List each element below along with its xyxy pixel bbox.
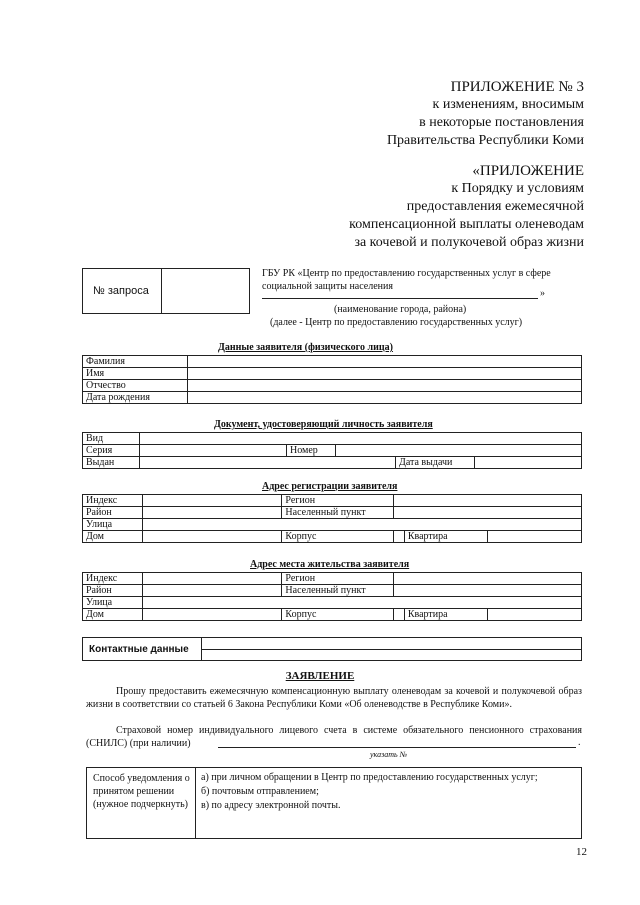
contacts-box: [82, 637, 582, 661]
request-number-label: № запроса: [93, 285, 149, 297]
birthdate-field[interactable]: [188, 392, 582, 404]
issue-date-field[interactable]: [475, 457, 582, 469]
residence-address-title: Адрес места жительства заявителя: [250, 559, 410, 570]
surname-label: Фамилия: [83, 356, 188, 368]
statement-paragraph: Прошу предоставить ежемесячную компенсационную выплату оленеводам за кочевой и полукочевой образ жизни в соответствии со статьей 6 Закона Республики Коми «Об оленеводстве в Республике Коми».: [86, 686, 582, 710]
snils-text: Страховой номер индивидуального лицевого счета в системе обязательного пенсионного страхования (СНИЛС) (при наличии): [86, 725, 582, 749]
issued-by-label: Выдан: [83, 457, 140, 469]
registration-address-title: Адрес регистрации заявителя: [262, 481, 398, 492]
reg-building-field[interactable]: [394, 531, 405, 543]
res-apartment-field[interactable]: [487, 609, 581, 621]
res-building-label: Корпус: [282, 609, 394, 621]
applicant-table: [82, 355, 582, 404]
res-index-label: Индекс: [83, 573, 143, 585]
reg-house-field[interactable]: [142, 531, 282, 543]
header-line: Правительства Республики Коми: [386, 133, 584, 148]
patronymic-label: Отчество: [83, 380, 188, 392]
reg-locality-label: Населенный пункт: [282, 507, 394, 519]
appendix-title: ПРИЛОЖЕНИЕ № 3: [450, 79, 584, 95]
notification-box: [86, 767, 582, 839]
res-locality-field[interactable]: [394, 585, 582, 597]
organization-name: ГБУ РК «Центр по предоставлению государственных услуг в сфере: [262, 268, 551, 279]
identity-section-title: Документ, удостоверяющий личность заявителя: [214, 419, 433, 430]
reg-house-label: Дом: [83, 531, 143, 543]
city-district-hint: (наименование города, района): [334, 304, 467, 315]
reg-apartment-field[interactable]: [487, 531, 581, 543]
birthdate-label: Дата рождения: [83, 392, 188, 404]
name-label: Имя: [83, 368, 188, 380]
header-line: к изменениям, вносимым: [432, 97, 584, 112]
res-region-label: Регион: [282, 573, 394, 585]
reg-building-label: Корпус: [282, 531, 394, 543]
reg-street-field[interactable]: [142, 519, 581, 531]
registration-address-table: [82, 494, 582, 543]
statement-title: ЗАЯВЛЕНИЕ: [285, 670, 355, 682]
reg-district-field[interactable]: [142, 507, 282, 519]
res-street-field[interactable]: [142, 597, 581, 609]
appendix-subtitle: «ПРИЛОЖЕНИЕ: [472, 163, 584, 179]
notify-option-mail[interactable]: б) почтовым отправлением;: [201, 786, 319, 797]
header-line: предоставления ежемесячной: [406, 199, 584, 214]
contacts-label: Контактные данные: [89, 644, 189, 655]
res-locality-label: Населенный пункт: [282, 585, 394, 597]
contacts-field-1[interactable]: [202, 638, 581, 650]
snils-end-dot: .: [578, 737, 581, 748]
identity-table: [82, 432, 582, 469]
doc-type-label: Вид: [83, 433, 140, 445]
applicant-section-title: Данные заявителя (физического лица): [218, 342, 393, 353]
snils-field[interactable]: [218, 747, 576, 748]
header-line: компенсационной выплаты оленеводам: [349, 217, 584, 232]
res-district-label: Район: [83, 585, 143, 597]
series-label: Серия: [83, 445, 140, 457]
reg-index-field[interactable]: [142, 495, 282, 507]
res-index-field[interactable]: [142, 573, 282, 585]
res-house-field[interactable]: [142, 609, 282, 621]
residence-address-table: [82, 572, 582, 621]
reg-apartment-label: Квартира: [404, 531, 487, 543]
header-line: к Порядку и условиям: [451, 181, 584, 196]
patronymic-field[interactable]: [188, 380, 582, 392]
header-line: в некоторые постановления: [419, 115, 584, 130]
center-abbreviation-note: (далее - Центр по предоставлению государственных услуг): [270, 317, 523, 328]
issue-date-label: Дата выдачи: [396, 457, 475, 469]
res-region-field[interactable]: [394, 573, 582, 585]
city-district-line[interactable]: [262, 298, 538, 299]
reg-region-label: Регион: [282, 495, 394, 507]
res-house-label: Дом: [83, 609, 143, 621]
request-number-box: [82, 268, 250, 314]
reg-street-label: Улица: [83, 519, 143, 531]
surname-field[interactable]: [188, 356, 582, 368]
res-apartment-label: Квартира: [404, 609, 487, 621]
page-number: 12: [576, 846, 587, 858]
number-field[interactable]: [336, 445, 582, 457]
res-district-field[interactable]: [142, 585, 282, 597]
notify-option-email[interactable]: в) по адресу электронной почты.: [201, 800, 341, 811]
reg-region-field[interactable]: [394, 495, 582, 507]
header-line: за кочевой и полукочевой образ жизни: [354, 235, 584, 250]
notify-option-in-person[interactable]: а) при личном обращении в Центр по предоставлению государственных услуг;: [201, 772, 538, 783]
reg-index-label: Индекс: [83, 495, 143, 507]
quote-close: »: [540, 288, 545, 299]
reg-locality-field[interactable]: [394, 507, 582, 519]
contacts-field-2[interactable]: [202, 650, 581, 660]
res-street-label: Улица: [83, 597, 143, 609]
divider: [195, 768, 196, 838]
snils-hint: указать №: [370, 750, 408, 759]
notification-label: Способ уведомления о принятом решении (нужное подчеркнуть): [93, 773, 190, 810]
res-building-field[interactable]: [394, 609, 405, 621]
organization-name-cont: социальной защиты населения: [262, 281, 393, 292]
issued-by-field[interactable]: [140, 457, 396, 469]
doc-type-field[interactable]: [140, 433, 582, 445]
series-field[interactable]: [140, 445, 287, 457]
reg-district-label: Район: [83, 507, 143, 519]
request-number-field[interactable]: [162, 269, 249, 313]
name-field[interactable]: [188, 368, 582, 380]
number-label: Номер: [287, 445, 336, 457]
